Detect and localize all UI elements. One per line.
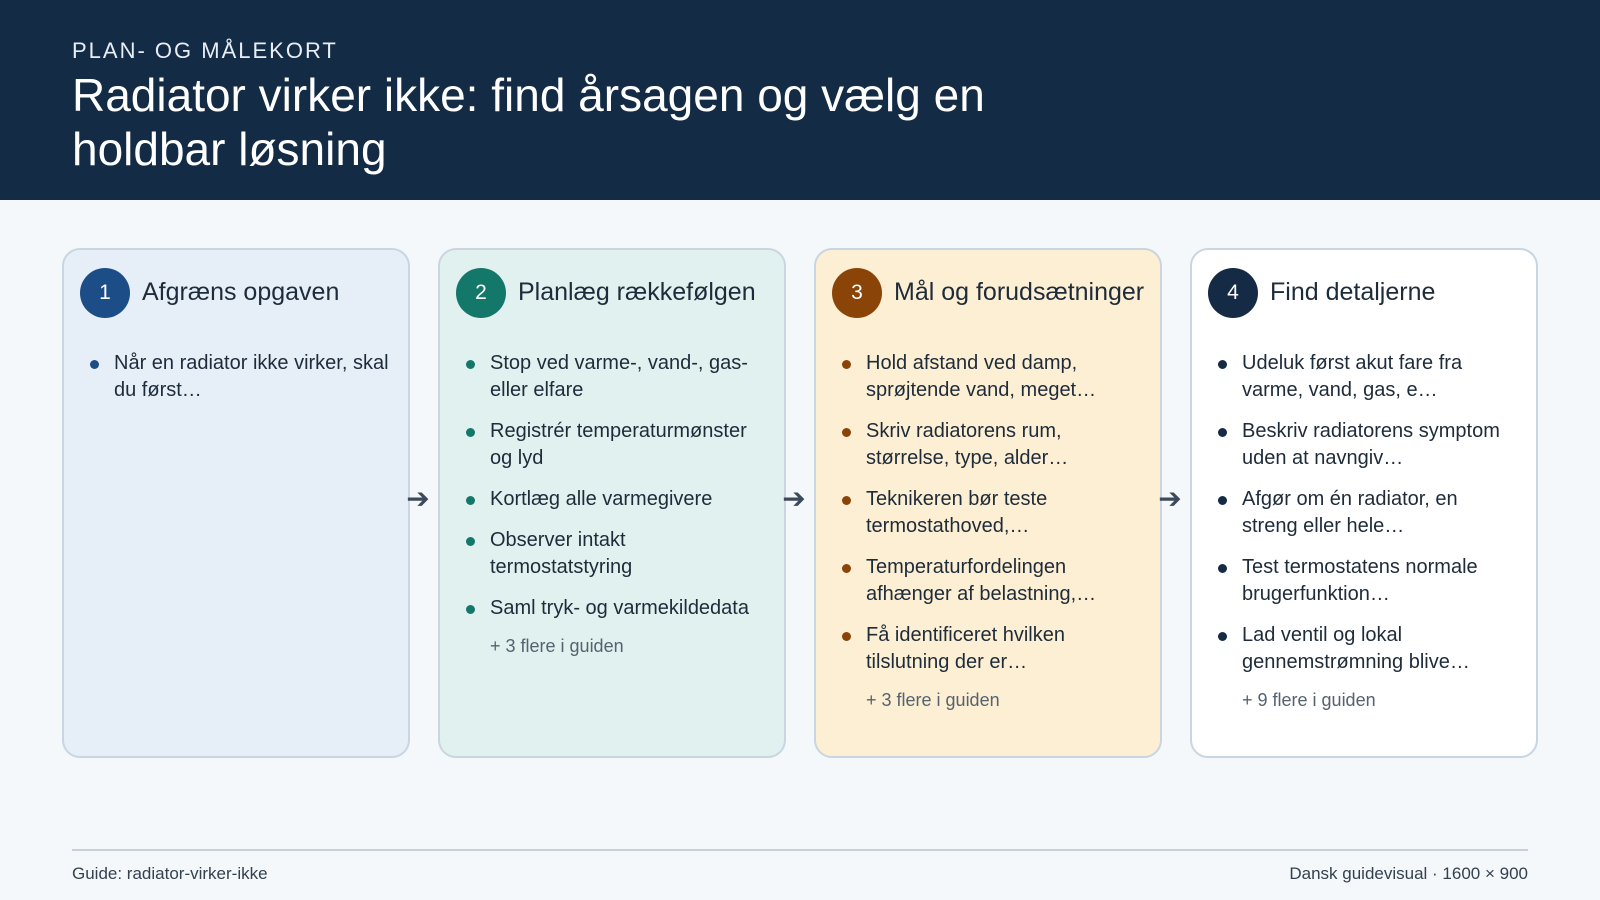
step-title: Find detaljerne bbox=[1270, 278, 1436, 306]
bullet-icon bbox=[842, 360, 851, 369]
arrow-right-icon: ➔ bbox=[406, 483, 430, 514]
more-in-guide-link[interactable]: + 9 flere i guiden bbox=[1242, 690, 1376, 710]
bullet-icon bbox=[466, 428, 475, 437]
step-title: Planlæg rækkefølgen bbox=[518, 278, 756, 306]
bullet-icon bbox=[1218, 564, 1227, 573]
list-item-text: Temperaturfordelingen afhænger af belastning,… bbox=[866, 556, 1097, 605]
list-item bbox=[1218, 350, 1518, 404]
list-item bbox=[1218, 622, 1518, 676]
list-item bbox=[842, 418, 1142, 472]
page-title: Radiator virker ikke: find årsagen og vælg en holdbar løsning bbox=[72, 69, 985, 175]
list-item-text: Skriv radiatorens rum, størrelse, type, alder… bbox=[866, 420, 1069, 469]
list-item-text: Stop ved varme-, vand-, gas- eller elfare bbox=[490, 352, 748, 401]
list-item-text: Få identificeret hvilken tilslutning der er… bbox=[866, 624, 1065, 673]
step-card-3 bbox=[814, 248, 1162, 758]
list-item-text: Udeluk først akut fare fra varme, vand, gas, e… bbox=[1242, 352, 1463, 401]
list-item-text: Test termostatens normale brugerfunktion… bbox=[1242, 556, 1478, 605]
step-number-badge: 3 bbox=[832, 268, 882, 318]
list-item bbox=[842, 350, 1142, 404]
bullet-icon bbox=[1218, 360, 1227, 369]
step-number-badge: 2 bbox=[456, 268, 506, 318]
header bbox=[0, 0, 1600, 200]
list-item-text: Lad ventil og lokal gennemstrømning blive… bbox=[1242, 624, 1470, 673]
list-item bbox=[466, 418, 766, 472]
list-item-text: Observer intakt termostatstyring bbox=[490, 529, 633, 578]
more-in-guide-link[interactable]: + 3 flere i guiden bbox=[490, 636, 624, 656]
more-in-guide-link[interactable]: + 3 flere i guiden bbox=[866, 690, 1000, 710]
arrow-right-icon: ➔ bbox=[1158, 483, 1182, 514]
list-item bbox=[466, 350, 766, 404]
bullet-icon bbox=[466, 537, 475, 546]
footer-meta: Dansk guidevisual · 1600 × 900 bbox=[1289, 864, 1528, 883]
list-item bbox=[842, 554, 1142, 608]
arrow-right-icon: ➔ bbox=[782, 483, 806, 514]
list-item-text: Beskriv radiatorens symptom uden at navngiv… bbox=[1242, 420, 1500, 469]
list-item-text: Registrér temperaturmønster og lyd bbox=[490, 420, 747, 469]
step-cards bbox=[62, 248, 1538, 758]
step-card-4 bbox=[1190, 248, 1538, 758]
bullet-icon bbox=[842, 564, 851, 573]
list-item-text: Kortlæg alle varmegivere bbox=[490, 488, 713, 510]
step-card-1 bbox=[62, 248, 410, 758]
step-items bbox=[1218, 350, 1518, 711]
list-item bbox=[466, 595, 766, 622]
bullet-icon bbox=[842, 496, 851, 505]
bullet-icon bbox=[466, 605, 475, 614]
bullet-icon bbox=[1218, 496, 1227, 505]
step-card-2 bbox=[438, 248, 786, 758]
list-item-text: Hold afstand ved damp, sprøjtende vand, meget… bbox=[866, 352, 1097, 401]
bullet-icon bbox=[466, 496, 475, 505]
list-item bbox=[1218, 418, 1518, 472]
list-item bbox=[1218, 486, 1518, 540]
bullet-icon bbox=[842, 428, 851, 437]
step-number-badge: 1 bbox=[80, 268, 130, 318]
bullet-icon bbox=[90, 360, 99, 369]
list-item bbox=[90, 350, 390, 404]
list-item bbox=[842, 486, 1142, 540]
footer-guide-label: Guide: radiator-virker-ikke bbox=[72, 864, 268, 883]
footer-divider bbox=[72, 849, 1528, 851]
list-item bbox=[842, 622, 1142, 676]
bullet-icon bbox=[842, 632, 851, 641]
bullet-icon bbox=[1218, 632, 1227, 641]
list-item-text: Afgør om én radiator, en streng eller hele… bbox=[1242, 488, 1458, 537]
list-item-text: Saml tryk- og varmekildedata bbox=[490, 597, 749, 619]
bullet-icon bbox=[466, 360, 475, 369]
step-number-badge: 4 bbox=[1208, 268, 1258, 318]
list-item bbox=[466, 527, 766, 581]
eyebrow: PLAN- OG MÅLEKORT bbox=[72, 38, 338, 63]
step-title: Mål og forudsætninger bbox=[894, 278, 1145, 306]
bullet-icon bbox=[1218, 428, 1227, 437]
step-items bbox=[90, 350, 390, 418]
list-item-text: Teknikeren bør teste termostathoved,… bbox=[866, 488, 1048, 537]
step-items bbox=[842, 350, 1142, 711]
step-items bbox=[466, 350, 766, 657]
list-item-text: Når en radiator ikke virker, skal du først… bbox=[114, 352, 389, 401]
list-item bbox=[466, 486, 766, 513]
list-item bbox=[1218, 554, 1518, 608]
step-title: Afgræns opgaven bbox=[142, 278, 340, 306]
